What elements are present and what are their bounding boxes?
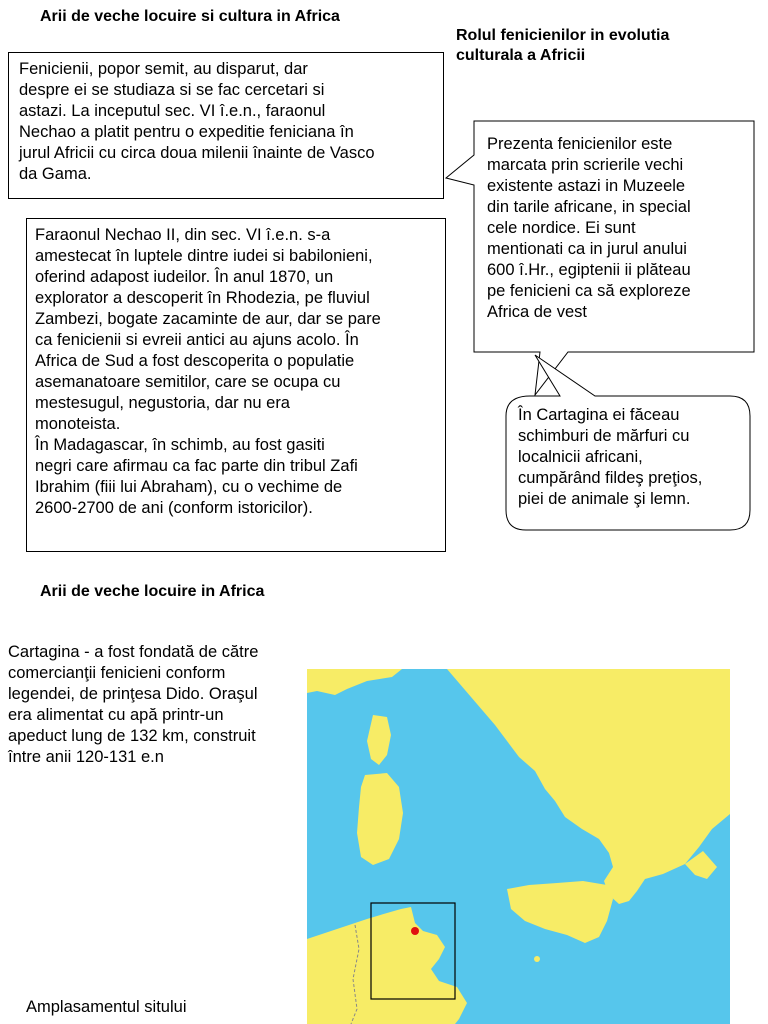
- section-heading-ancient-areas: Arii de veche locuire in Africa: [40, 583, 265, 600]
- carthage-description: Cartagina - a fost fondată de către comercianţii fenicieni conform legendei, de prinţesa Dido. Oraşul era alimentat cu apă printr-un apeduct lung de 132 km, construit între anii 120-131 e.n: [8, 643, 259, 766]
- callout-phoenician-writings: Prezenta fenicienilor este marcata prin scrierile vechi existente astazi in Muzeele din tarile africane, in special cele nordice. Ei sunt mentionati ca in jurul anului 600 î.Hr., egiptenii ii plăteau pe fenicieni ca să exploreze Africa de vest: [487, 135, 691, 321]
- site-location-caption: Amplasamentul sitului: [26, 998, 187, 1016]
- map-carthage-region: [307, 669, 730, 1024]
- callout-carthage-trade: În Cartagina ei făceau schimburi de mărfuri cu localnicii africani, cumpărând fildeş preţios, piei de animale şi lemn.: [518, 406, 703, 508]
- section-heading-phoenicians-role: Rolul fenicienilor in evolutia culturala a Africii: [456, 27, 670, 64]
- text-box-phoenicians-intro: Fenicienii, popor semit, au disparut, dar despre ei se studiaza si se fac cercetari si astazi. La inceputul sec. VI î.e.n., faraonul Nechao a platit pentru o expeditie feniciana în jurul Africii cu circa doua milenii înainte de Vasco da Gama.: [8, 52, 444, 199]
- carthage-marker: [411, 927, 419, 935]
- page-title: Arii de veche locuire si cultura in Africa: [40, 8, 340, 25]
- map-land-islet: [534, 956, 540, 962]
- text-box-nechao: Faraonul Nechao II, din sec. VI î.e.n. s-a amestecat în luptele dintre iudei si babilonieni, oferind adapost iudeilor. În anul 1870, un explorator a descoperit în Rhodezia, pe fluviul Zambezi, bogate zacaminte de aur, dar se pare ca fenicienii si evreii antici au ajuns acolo. În Africa de Sud a fost descoperita o populatie asemanatoare semitilor, care se ocupa cu mestesugul, negustoria, dar nu era monoteista. În Madagascar, în schimb, au fost gasiti negri care afirmau ca fac parte din tribul Zafi Ibrahim (fiii lui Abraham), cu o vechime de 2600-2700 de ani (conform istoricilor).: [26, 218, 446, 552]
